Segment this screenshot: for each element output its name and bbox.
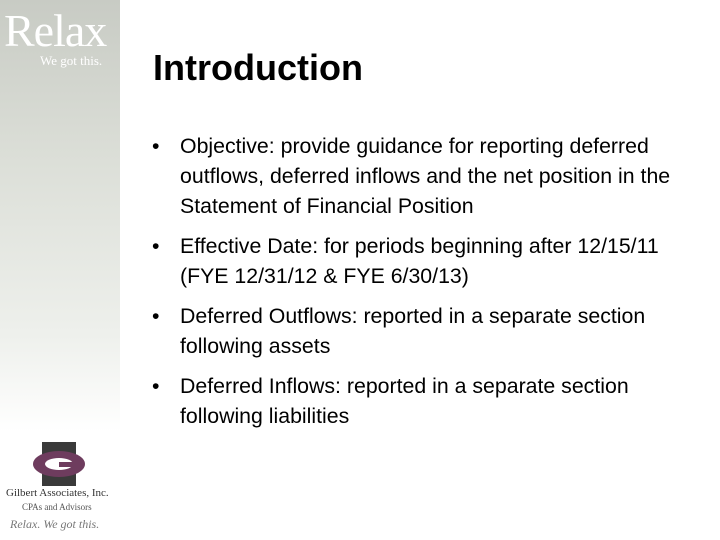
bullet-text: Effective Date: for periods beginning after 12/15/11 (FYE 12/31/12 & FYE 6/30/13) bbox=[180, 234, 677, 288]
bullet-effective-date bbox=[152, 231, 692, 291]
relax-tagline: We got this. bbox=[40, 53, 103, 68]
bullet-deferred-inflows bbox=[152, 371, 692, 431]
firm-name: Gilbert Associates, Inc. bbox=[6, 487, 109, 499]
relax-logo-word: Relax bbox=[4, 5, 107, 56]
gilbert-logo-icon bbox=[32, 440, 86, 488]
bullet-dot-icon: • bbox=[152, 374, 160, 398]
bullet-text: Deferred Outflows: reported in a separate section following assets bbox=[180, 304, 646, 358]
bullet-deferred-outflows bbox=[152, 301, 692, 361]
bullet-list bbox=[152, 131, 692, 441]
slide-title: Introduction bbox=[153, 47, 363, 88]
bottom-tagline: Relax. We got this. bbox=[10, 517, 100, 531]
bullet-dot-icon: • bbox=[152, 304, 160, 328]
bullet-dot-icon: • bbox=[152, 234, 160, 258]
bullet-dot-icon: • bbox=[152, 134, 160, 158]
firm-subtitle: CPAs and Advisors bbox=[22, 502, 92, 512]
bullet-objective bbox=[152, 131, 692, 221]
branding-sidebar bbox=[0, 0, 120, 540]
bullet-text: Deferred Inflows: reported in a separate section following liabilities bbox=[180, 374, 629, 428]
bullet-text: Objective: provide guidance for reporting deferred outflows, deferred inflows and the net position in the Statement of Financial Position bbox=[180, 134, 671, 218]
